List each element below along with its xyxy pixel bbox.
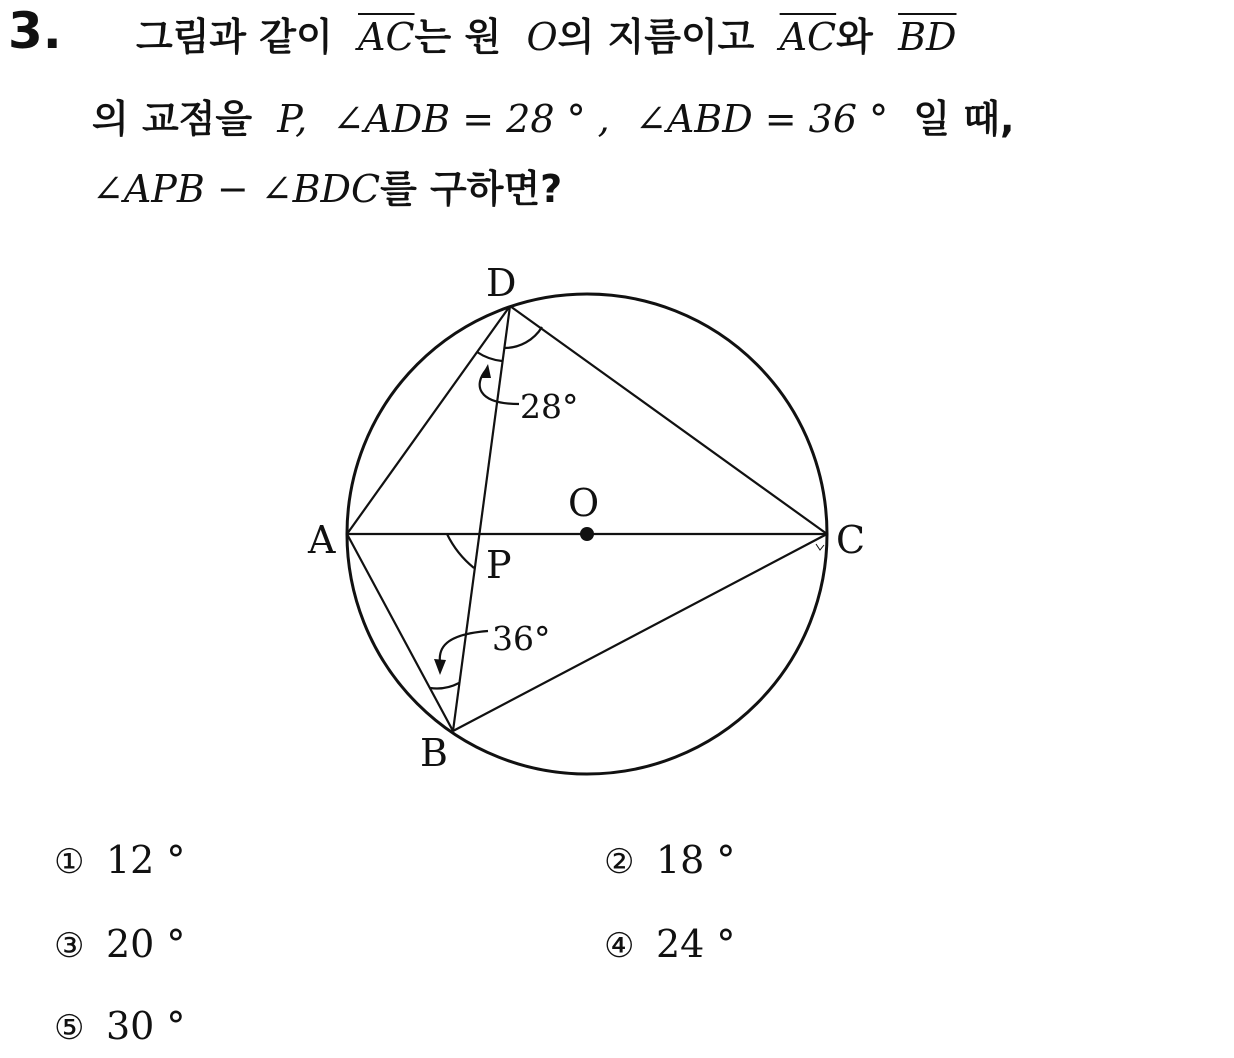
choice-mark: ③ (54, 926, 85, 966)
point-p: P, (277, 97, 308, 141)
angle-arc-abd (430, 683, 459, 688)
segment-ac: $\overline{AC}$ (358, 15, 415, 59)
text-segment: 와 (836, 15, 873, 59)
segment-bd: $\overline{BD}$ (898, 15, 957, 59)
choice-2[interactable] (604, 838, 735, 882)
angle-arc-bdc (504, 327, 542, 348)
choice-1[interactable] (54, 838, 185, 882)
chord-da (347, 306, 510, 534)
label-angle-28: 28° (520, 387, 579, 426)
angle-abd: ∠ABD = 36 ° (634, 97, 889, 141)
angle-arc-adb (477, 352, 502, 361)
text-segment: 의 지름이고 (557, 15, 755, 59)
angle-adb: ∠ADB = 28 ° , (332, 97, 610, 141)
choice-5[interactable] (54, 1004, 185, 1048)
question-number: 3. (8, 2, 62, 60)
text-segment: 일 때, (913, 97, 1015, 141)
choice-mark: ④ (604, 926, 635, 966)
arrow-head-28 (480, 364, 491, 378)
choice-value: 18 ° (656, 838, 736, 882)
choice-4[interactable] (604, 922, 735, 966)
label-b: B (420, 731, 448, 775)
label-a: A (308, 518, 336, 562)
label-c: C (836, 518, 866, 562)
label-p: P (486, 543, 512, 587)
choice-3[interactable] (54, 922, 185, 966)
choice-value: 30 ° (106, 1004, 186, 1048)
text-segment: 그림과 같이 (136, 15, 333, 59)
choice-mark: ⑤ (54, 1008, 85, 1048)
chord-db (453, 306, 510, 731)
choice-value: 20 ° (106, 922, 186, 966)
choice-value: 12 ° (106, 838, 186, 882)
choice-mark: ① (54, 842, 85, 882)
chord-ab (347, 534, 453, 731)
choice-mark: ② (604, 842, 635, 882)
choice-value: 24 ° (656, 922, 736, 966)
label-angle-36: 36° (492, 619, 551, 658)
right-angle-mark (816, 544, 824, 550)
label-o: O (568, 481, 600, 525)
circle-name: O (526, 15, 558, 59)
angle-expression: ∠APB − ∠BDC (92, 167, 381, 211)
angle-arc-apb (447, 534, 474, 568)
text-segment: 는 원 (414, 15, 502, 59)
segment-ac: $\overline{AC}$ (779, 15, 837, 59)
label-d: D (486, 261, 517, 305)
center-o-dot (580, 527, 594, 541)
text-segment: 의 교점을 (92, 97, 253, 141)
arrow-head-36 (434, 659, 446, 675)
text-segment: 를 구하면? (380, 167, 563, 211)
